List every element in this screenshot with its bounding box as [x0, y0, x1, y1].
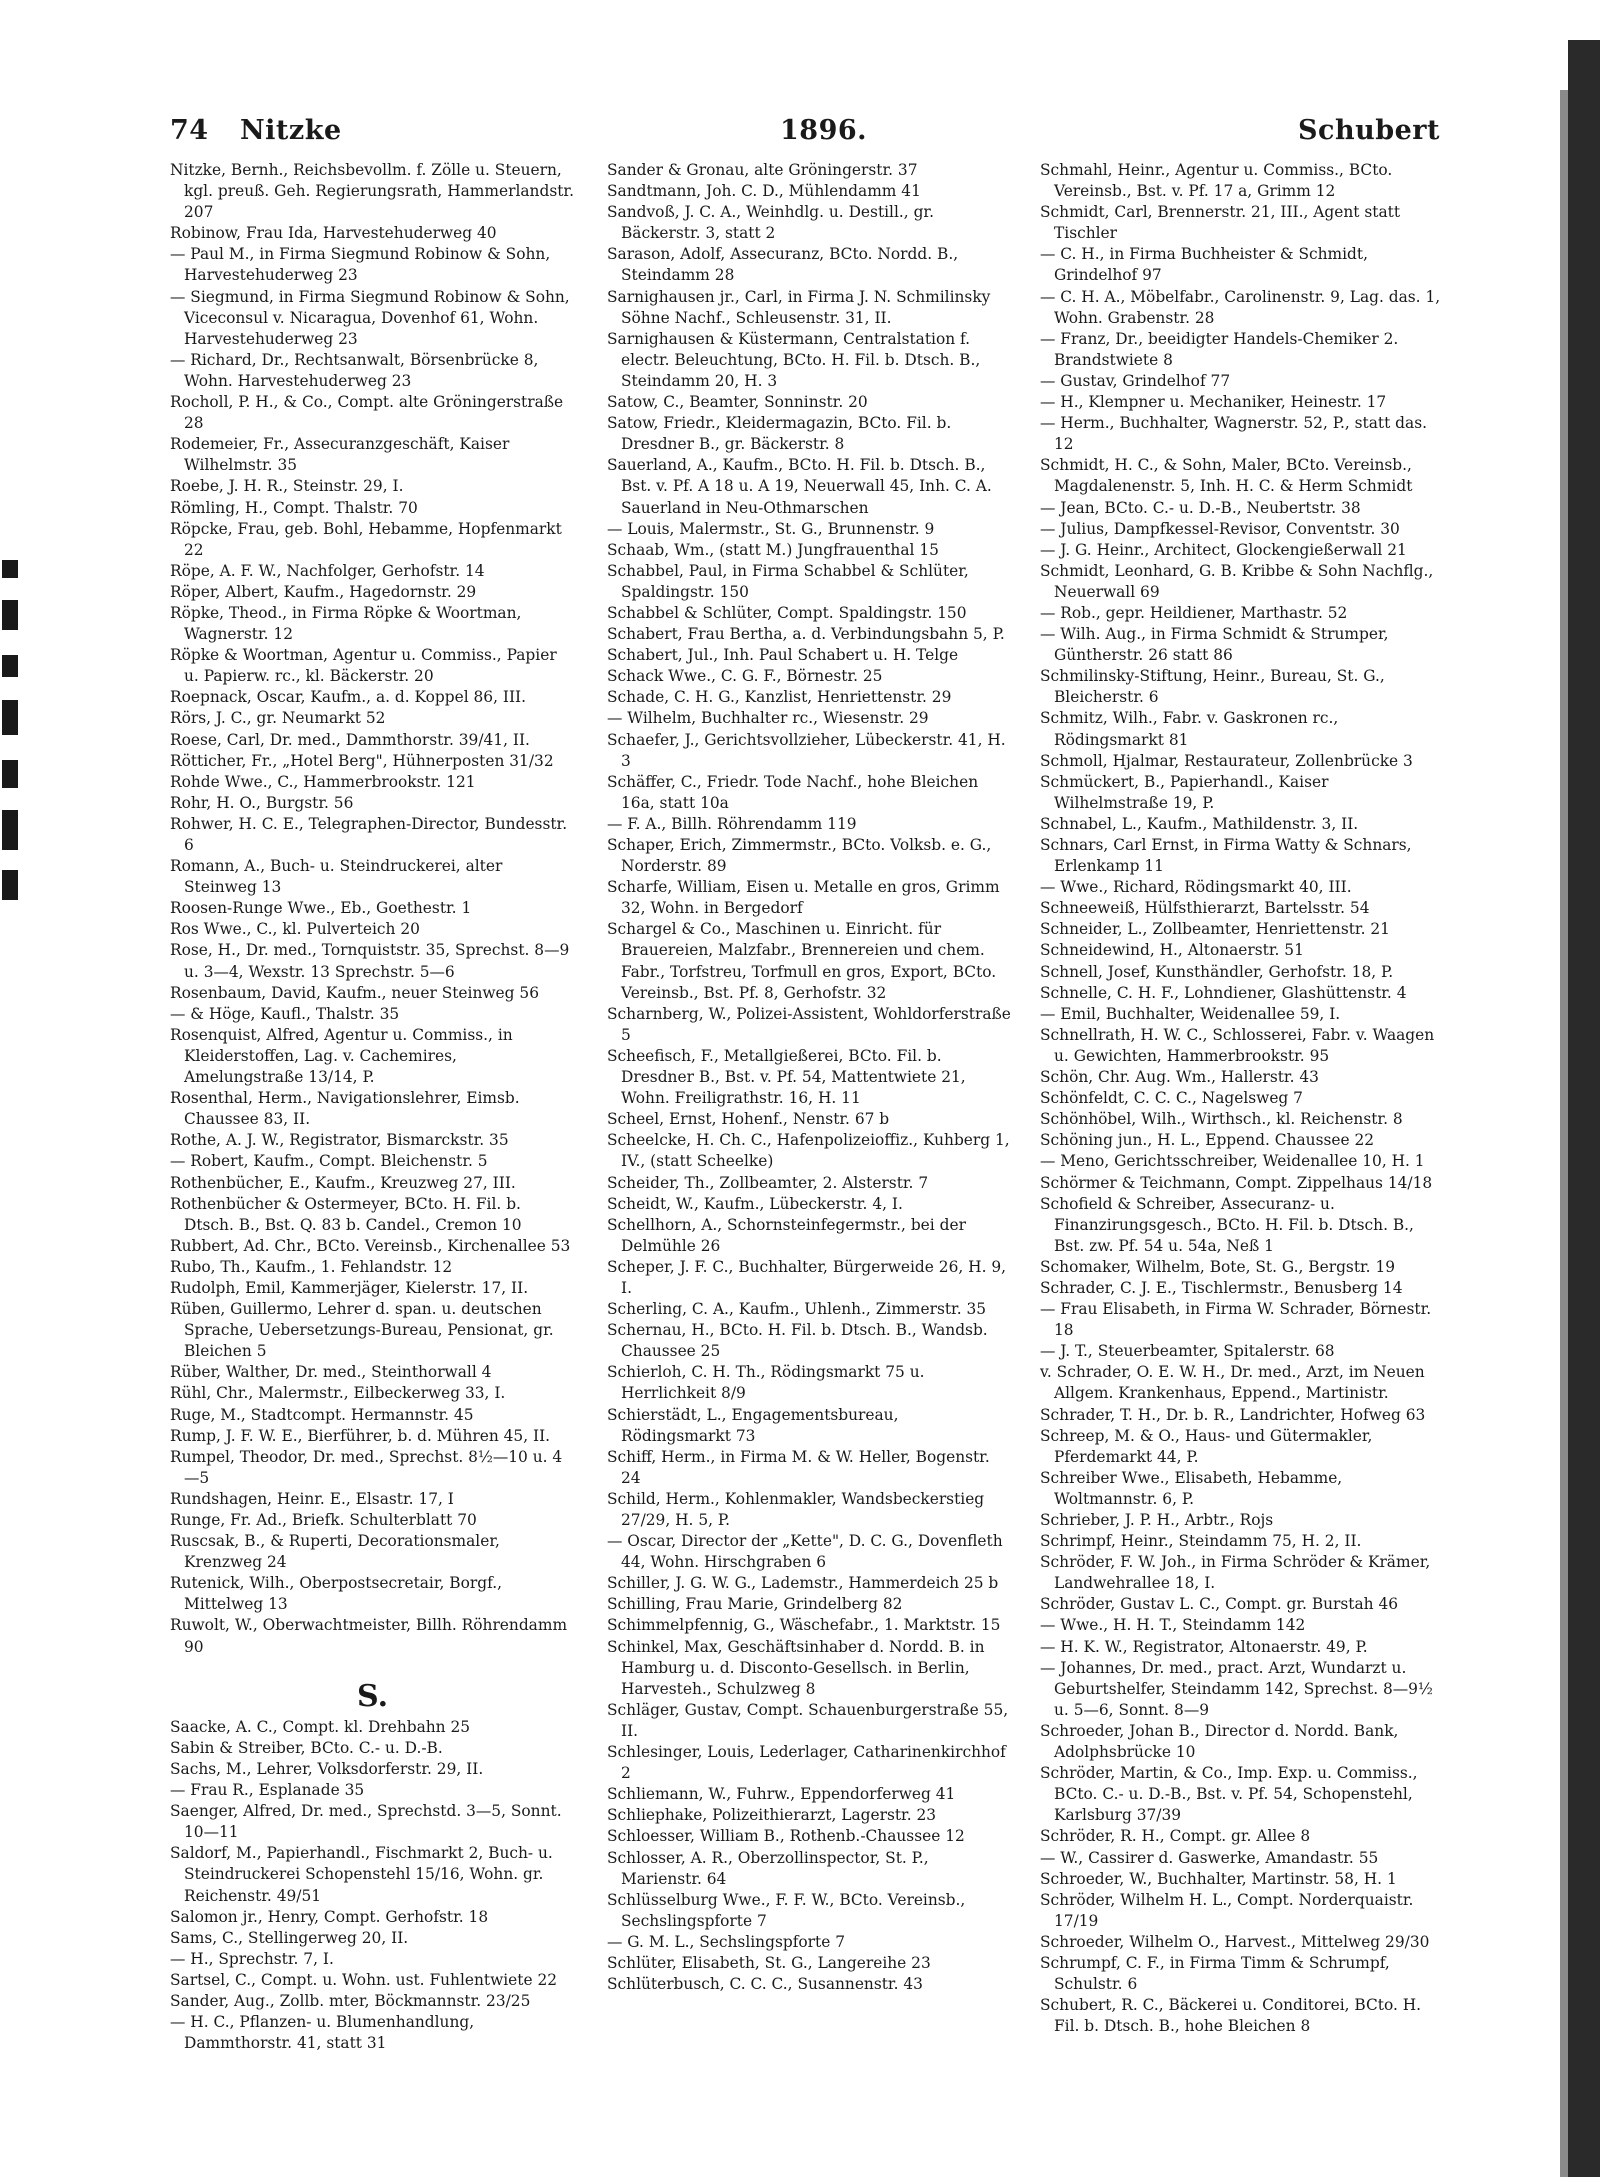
directory-entry: Schön, Chr. Aug. Wm., Hallerstr. 43: [1040, 1068, 1319, 1087]
directory-entry: Schmitz, Wilh., Fabr. v. Gaskronen rc., Rödingsmarkt 81: [1040, 709, 1339, 749]
directory-entry: Rump, J. F. W. E., Bierführer, b. d. Mühren 45, II.: [170, 1426, 551, 1445]
directory-entry: Schröder, Gustav L. C., Compt. gr. Burstah 46: [1040, 1595, 1399, 1614]
directory-entry: — Siegmund, in Firma Siegmund Robinow & Sohn, Viceconsul v. Nicaragua, Dovenhof 61, Wohn. Harvestehuderweg 23: [170, 287, 570, 348]
directory-entry: Nitzke, Bernh., Reichsbevollm. f. Zölle u. Steuern, kgl. preuß. Geh. Regierungsrath, Hammerlandstr. 207: [170, 161, 574, 222]
directory-entry: Schroeder, Johan B., Director d. Nordd. Bank, Adolphsbrücke 10: [1040, 1721, 1399, 1762]
directory-entry: Scheper, J. F. C., Buchhalter, Bürgerweide 26, H. 9, I.: [607, 1257, 1007, 1297]
directory-entry: Schimmelpfennig, G., Wäschefabr., 1. Marktstr. 15: [607, 1616, 1001, 1635]
directory-entry: — Meno, Gerichtsschreiber, Weidenallee 10, H. 1: [1040, 1152, 1425, 1171]
directory-entry: Rubo, Th., Kaufm., 1. Fehlandstr. 12: [170, 1257, 453, 1276]
directory-entry: Sarnighausen & Küstermann, Centralstation f. electr. Beleuchtung, BCto. H. Fil. b. Dtsch. B., Steindamm 20, H. 3: [607, 329, 981, 390]
page-number: 74: [170, 115, 209, 146]
directory-entry: — G. M. L., Sechslingspforte 7: [607, 1932, 845, 1951]
directory-entry: Schröder, F. W. Joh., in Firma Schröder & Krämer, Landwehrallee 18, I.: [1040, 1553, 1431, 1593]
directory-entry: Schierstädt, L., Engagementsbureau, Rödingsmarkt 73: [607, 1405, 899, 1445]
directory-entry: Schrimpf, Heinr., Steindamm 75, H. 2, II.: [1040, 1532, 1362, 1551]
directory-entry: Schmückert, B., Papierhandl., Kaiser Wilhelmstraße 19, P.: [1040, 772, 1329, 812]
directory-entry: Sachs, M., Lehrer, Volksdorferstr. 29, II.: [170, 1759, 484, 1778]
directory-entry: — J. G. Heinr., Architect, Glockengießerwall 21: [1040, 540, 1407, 559]
section-letter-heading: S.: [356, 1678, 389, 1714]
directory-entry: Scharfe, William, Eisen u. Metalle en gros, Grimm 32, Wohn. in Bergedorf: [607, 878, 1000, 918]
directory-entry: Schmilinsky-Stiftung, Heinr., Bureau, St. G., Bleicherstr. 6: [1040, 667, 1385, 707]
directory-entry: Schnabel, L., Kaufm., Mathildenstr. 3, II.: [1040, 814, 1359, 833]
directory-entry: — Rob., gepr. Heildiener, Marthastr. 52: [1040, 603, 1348, 622]
directory-entry: Rohde Wwe., C., Hammerbrookstr. 121: [170, 772, 476, 791]
directory-entry: Salomon jr., Henry, Compt. Gerhofstr. 18: [170, 1907, 489, 1926]
directory-entry: Schäffer, C., Friedr. Tode Nachf., hohe Bleichen 16a, statt 10a: [607, 772, 979, 812]
directory-entry: — C. H., in Firma Buchheister & Schmidt, Grindelhof 97: [1040, 245, 1368, 285]
directory-entry: Sander & Gronau, alte Gröningerstr. 37: [607, 161, 918, 179]
directory-entry: Schinkel, Max, Geschäftsinhaber d. Nordd. B. in Hamburg u. d. Disconto-Gesellsch. in Berlin, Harvesteh., Schulzweg 8: [607, 1637, 985, 1698]
directory-entry: Schrieber, J. P. H., Arbtr., Rojs: [1040, 1511, 1274, 1529]
directory-entry: Röpe, A. F. W., Nachfolger, Gerhofstr. 14: [170, 561, 485, 580]
directory-entry: Schneidewind, H., Altonaerstr. 51: [1040, 941, 1304, 960]
directory-entry: Roosen-Runge Wwe., Eb., Goethestr. 1: [170, 899, 472, 918]
directory-entry: Rohwer, H. C. E., Telegraphen-Director, Bundesstr. 6: [170, 814, 568, 854]
directory-entry: Robinow, Frau Ida, Harvestehuderweg 40: [170, 224, 497, 243]
directory-entry: Rothe, A. J. W., Registrator, Bismarckstr. 35: [170, 1131, 509, 1150]
header-left-catchword: Nitzke: [240, 115, 342, 146]
directory-entry: — Emil, Buchhalter, Weidenallee 59, I.: [1040, 1004, 1341, 1023]
directory-entry: Schläger, Gustav, Compt. Schauenburgerstraße 55, II.: [607, 1700, 1009, 1740]
directory-entry: — Paul M., in Firma Siegmund Robinow & Sohn, Harvestehuderweg 23: [170, 245, 551, 285]
directory-entry: Schneeweiß, Hülfsthierarzt, Bartelsstr. 54: [1040, 899, 1370, 918]
directory-entry: — Robert, Kaufm., Compt. Bleichenstr. 5: [170, 1152, 488, 1171]
directory-entry: Schack Wwe., C. G. F., Börnestr. 25: [607, 667, 883, 686]
directory-entry: Römling, H., Compt. Thalstr. 70: [170, 498, 418, 517]
directory-entry: Schabert, Jul., Inh. Paul Schabert u. H. Telge: [607, 646, 959, 665]
directory-entry: — W., Cassirer d. Gaswerke, Amandastr. 55: [1040, 1848, 1379, 1867]
directory-entry: Schlosser, A. R., Oberzollinspector, St. P., Marienstr. 64: [607, 1848, 929, 1888]
directory-entry: — Jean, BCto. C.- u. D.-B., Neubertstr. 38: [1040, 498, 1361, 517]
directory-entry: Schierloh, C. H. Th., Rödingsmarkt 75 u. Herrlichkeit 8/9: [607, 1363, 925, 1403]
directory-entry: Schröder, Martin, & Co., Imp. Exp. u. Commiss., BCto. C.- u. D.-B., Bst. v. Pf. 54, Schopenstehl, Karlsburg 37/39: [1040, 1764, 1418, 1825]
directory-entry: — Frau Elisabeth, in Firma W. Schrader, Börnestr. 18: [1040, 1300, 1432, 1340]
directory-entry: Rothenbücher, E., Kaufm., Kreuzweg 27, III.: [170, 1173, 516, 1192]
directory-entry: Sams, C., Stellingerweg 20, II.: [170, 1928, 409, 1947]
directory-entry: Rötticher, Fr., „Hotel Berg", Hühnerposten 31/32: [170, 751, 554, 770]
directory-entry: Sartsel, C., Compt. u. Wohn. ust. Fuhlentwiete 22: [170, 1970, 558, 1989]
directory-entry: Schellhorn, A., Schornsteinfegermstr., bei der Delmühle 26: [607, 1215, 966, 1255]
directory-entry: Scheelcke, H. Ch. C., Hafenpolizeioffiz., Kuhberg 1, IV., (statt Scheelke): [607, 1131, 1010, 1171]
directory-entry: Schroeder, W., Buchhalter, Martinstr. 58, H. 1: [1040, 1869, 1397, 1888]
directory-entry: Sauerland, A., Kaufm., BCto. H. Fil. b. Dtsch. B., Bst. v. Pf. A 18 u. A 19, Neuerwall 45, Inh. C. A. Sauerland in Neu-Othmarschen: [607, 456, 992, 517]
directory-entry: Schliephake, Polizeithierarzt, Lagerstr. 23: [607, 1806, 937, 1825]
directory-entry: Rubbert, Ad. Chr., BCto. Vereinsb., Kirchenallee 53: [170, 1236, 571, 1255]
directory-entry: Schabbel & Schlüter, Compt. Spaldingstr. 150: [607, 603, 967, 622]
directory-entry: Schnellrath, H. W. C., Schlosserei, Fabr. v. Waagen u. Gewichten, Hammerbrookstr. 95: [1040, 1025, 1435, 1065]
directory-entry: Schönfeldt, C. C. C., Nagelsweg 7: [1040, 1089, 1303, 1108]
directory-entry: — Oscar, Director der „Kette", D. C. G., Dovenfleth 44, Wohn. Hirschgraben 6: [607, 1532, 1003, 1572]
directory-entry: Schabert, Frau Bertha, a. d. Verbindungsbahn 5, P.: [607, 625, 1005, 644]
directory-entry: v. Schrader, O. E. W. H., Dr. med., Arzt, im Neuen Allgem. Krankenhaus, Eppend., Martinistr.: [1040, 1363, 1425, 1403]
directory-entry: Schmidt, H. C., & Sohn, Maler, BCto. Vereinsb., Magdalenenstr. 5, Inh. H. C. & Herm Schmidt: [1040, 456, 1413, 496]
directory-entry: Rodemeier, Fr., Assecuranzgeschäft, Kaiser Wilhelmstr. 35: [170, 435, 510, 475]
directory-entry: Schmidt, Carl, Brennerstr. 21, III., Agent statt Tischler: [1040, 203, 1401, 243]
directory-entry: — H., Sprechstr. 7, I.: [170, 1949, 334, 1968]
directory-entry: Runge, Fr. Ad., Briefk. Schulterblatt 70: [170, 1511, 477, 1529]
directory-entry: Scheidt, W., Kaufm., Lübeckerstr. 4, I.: [607, 1194, 903, 1213]
directory-entry: Schloesser, William B., Rothenb.-Chaussee 12: [607, 1827, 965, 1846]
directory-entry: Ros Wwe., C., kl. Pulverteich 20: [170, 920, 420, 939]
directory-entry: Schröder, Wilhelm H. L., Compt. Norderquaistr. 17/19: [1040, 1890, 1414, 1930]
directory-entry: — Louis, Malermstr., St. G., Brunnenstr. 9: [607, 519, 935, 538]
directory-entry: Röpcke, Frau, geb. Bohl, Hebamme, Hopfenmarkt 22: [170, 519, 562, 559]
directory-entry: Schmoll, Hjalmar, Restaurateur, Zollenbrücke 3: [1040, 751, 1413, 770]
directory-entry: Saacke, A. C., Compt. kl. Drehbahn 25: [170, 1717, 471, 1736]
directory-entry: Schlüterbusch, C. C. C., Susannenstr. 43: [607, 1975, 923, 1994]
directory-entry: Schlesinger, Louis, Lederlager, Catharinenkirchhof 2: [607, 1743, 1006, 1783]
directory-entry: Schmidt, Leonhard, G. B. Kribbe & Sohn Nachflg., Neuerwall 69: [1040, 561, 1434, 601]
column-3: [1040, 160, 1445, 2037]
directory-entry: Schomaker, Wilhelm, Bote, St. G., Bergstr. 19: [1040, 1257, 1396, 1276]
directory-entry: Schabbel, Paul, in Firma Schabbel & Schlüter, Spaldingstr. 150: [607, 561, 969, 601]
directory-entry: Schroeder, Wilhelm O., Harvest., Mittelweg 29/30: [1040, 1932, 1430, 1951]
directory-entry: Schild, Herm., Kohlenmakler, Wandsbeckerstieg 27/29, H. 5, P.: [607, 1489, 985, 1529]
directory-entry: — C. H. A., Möbelfabr., Carolinenstr. 9, Lag. das. 1, Wohn. Grabenstr. 28: [1040, 287, 1441, 327]
page-edge-shadow: [1568, 40, 1600, 2177]
directory-entry: Schnell, Josef, Kunsthändler, Gerhofstr. 18, P.: [1040, 962, 1394, 981]
directory-entry: Satow, Friedr., Kleidermagazin, BCto. Fil. b. Dresdner B., gr. Bäckerstr. 8: [607, 414, 952, 454]
directory-entry: Schreep, M. & O., Haus- und Gütermakler, Pferdemarkt 44, P.: [1040, 1426, 1373, 1466]
directory-entry: Rörs, J. C., gr. Neumarkt 52: [170, 709, 386, 728]
directory-entry: Schernau, H., BCto. H. Fil. b. Dtsch. B., Wandsb. Chaussee 25: [607, 1321, 988, 1361]
directory-entry: — Julius, Dampfkessel-Revisor, Conventstr. 30: [1040, 519, 1400, 538]
directory-entry: — Wwe., Richard, Rödingsmarkt 40, III.: [1040, 878, 1352, 897]
directory-entry: Schreiber Wwe., Elisabeth, Hebamme, Woltmannstr. 6, P.: [1040, 1468, 1343, 1508]
directory-entry: Schöning jun., H. L., Eppend. Chaussee 22: [1040, 1131, 1375, 1150]
directory-entry: Saldorf, M., Papierhandl., Fischmarkt 2, Buch- u. Steindruckerei Schopenstehl 15/16, Wohn. gr. Reichenstr. 49/51: [170, 1844, 553, 1905]
directory-entry: Schofield & Schreiber, Assecuranz- u. Finanzirungsgesch., BCto. H. Fil. b. Dtsch. B., Bst. zw. Pf. 54 u. 54a, Neß 1: [1040, 1194, 1414, 1255]
directory-entry: Rothenbücher & Ostermeyer, BCto. H. Fil. b. Dtsch. B., Bst. Q. 83 b. Candel., Cremon 10: [170, 1194, 522, 1234]
directory-entry: — Franz, Dr., beeidigter Handels-Chemiker 2. Brandstwiete 8: [1040, 329, 1399, 369]
directory-entry: Sandvoß, J. C. A., Weinhdlg. u. Destill., gr. Bäckerstr. 3, statt 2: [607, 203, 934, 243]
directory-entry: Scheefisch, F., Metallgießerei, BCto. Fil. b. Dresdner B., Bst. v. Pf. 54, Mattentwiete 21, Wohn. Freiligrathstr. 16, H. 11: [607, 1046, 966, 1108]
directory-entry: Scheider, Th., Zollbeamter, 2. Alsterstr. 7: [607, 1173, 929, 1192]
directory-entry: — Johannes, Dr. med., pract. Arzt, Wundarzt u. Geburtshelfer, Steindamm 142, Sprechst. 8—9½ u. 5—6, Sonnt. 8—9: [1040, 1658, 1433, 1719]
directory-entry: Schrader, T. H., Dr. b. R., Landrichter, Hofweg 63: [1040, 1405, 1426, 1424]
directory-entry: Scharnberg, W., Polizei-Assistent, Wohldorferstraße 5: [607, 1004, 1011, 1044]
directory-entry: — Wwe., H. H. T., Steindamm 142: [1040, 1616, 1306, 1635]
directory-entry: Rundshagen, Heinr. E., Elsastr. 17, I: [170, 1489, 454, 1508]
directory-entry: Schnars, Carl Ernst, in Firma Watty & Schnars, Erlenkamp 11: [1040, 836, 1412, 876]
directory-entry: Rüber, Walther, Dr. med., Steinthorwall 4: [170, 1363, 492, 1382]
directory-entry: Röpke & Woortman, Agentur u. Commiss., Papier u. Papierw. rc., kl. Bäckerstr. 20: [170, 646, 557, 686]
directory-entry: Schargel & Co., Maschinen u. Einricht. für Brauereien, Malzfabr., Brennereien und chem. Fabr., Torfstreu, Torfmull en gros, Export, BCto. Vereinsb., Bst. Pf. 8, Gerhofstr. 32: [607, 920, 997, 1002]
directory-entry: Sarason, Adolf, Assecuranz, BCto. Nordd. B., Steindamm 28: [607, 245, 959, 285]
directory-entry: — H. C., Pflanzen- u. Blumenhandlung, Dammthorstr. 41, statt 31: [170, 2013, 475, 2053]
directory-entry: Schilling, Frau Marie, Grindelberg 82: [607, 1595, 903, 1614]
directory-entry: Scheel, Ernst, Hohenf., Nenstr. 67 b: [607, 1110, 890, 1129]
directory-entry: — Frau R., Esplanade 35: [170, 1781, 365, 1800]
directory-entry: Rühl, Chr., Malermstr., Eilbeckerweg 33, I.: [170, 1384, 506, 1403]
directory-entry: Rumpel, Theodor, Dr. med., Sprechst. 8½—10 u. 4—5: [170, 1447, 563, 1487]
column-2: [607, 160, 1012, 1995]
header-right-catchword: Schubert: [1298, 115, 1440, 146]
directory-entry: Romann, A., Buch- u. Steindruckerei, alter Steinweg 13: [170, 857, 503, 897]
directory-entry: Schrumpf, C. F., in Firma Timm & Schrumpf, Schulstr. 6: [1040, 1953, 1390, 1994]
directory-entry: Roepnack, Oscar, Kaufm., a. d. Koppel 86, III.: [170, 688, 527, 707]
directory-entry: Rutenick, Wilh., Oberpostsecretair, Borgf., Mittelweg 13: [170, 1574, 503, 1614]
directory-entry: Schrader, C. J. E., Tischlermstr., Benusberg 14: [1040, 1278, 1403, 1297]
directory-entry: Rudolph, Emil, Kammerjäger, Kielerstr. 17, II.: [170, 1278, 529, 1297]
directory-entry: Ruwolt, W., Oberwachtmeister, Billh. Röhrendamm 90: [170, 1616, 568, 1656]
directory-entry: Ruscsak, B., & Ruperti, Decorationsmaler, Krenzweg 24: [170, 1532, 500, 1572]
directory-page: [170, 115, 1440, 2075]
directory-entry: — Richard, Dr., Rechtsanwalt, Börsenbrücke 8, Wohn. Harvestehuderweg 23: [170, 350, 539, 390]
header-year: 1896.: [780, 115, 868, 146]
directory-entry: Sabin & Streiber, BCto. C.- u. D.-B.: [170, 1738, 443, 1757]
directory-entry: — & Höge, Kaufl., Thalstr. 35: [170, 1004, 400, 1023]
directory-entry: Schmahl, Heinr., Agentur u. Commiss., BCto. Vereinsb., Bst. v. Pf. 17 a, Grimm 12: [1040, 161, 1393, 201]
directory-entry: Sarnighausen jr., Carl, in Firma J. N. Schmilinsky Söhne Nachf., Schleusenstr. 31, II.: [607, 287, 991, 327]
directory-entry: Schlüter, Elisabeth, St. G., Langereihe 23: [607, 1953, 931, 1972]
directory-entry: Ruge, M., Stadtcompt. Hermannstr. 45: [170, 1405, 474, 1424]
column-1: [170, 160, 575, 2054]
directory-entry: Rosenbaum, David, Kaufm., neuer Steinweg 56: [170, 983, 539, 1002]
directory-entry: — H., Klempner u. Mechaniker, Heinestr. 17: [1040, 393, 1387, 412]
directory-entry: Schiller, J. G. W. G., Lademstr., Hammerdeich 25 b: [607, 1574, 999, 1593]
directory-entry: — Wilhelm, Buchhalter rc., Wiesenstr. 29: [607, 709, 929, 728]
directory-entry: Rocholl, P. H., & Co., Compt. alte Gröningerstraße 28: [170, 393, 564, 433]
directory-entry: Schörmer & Teichmann, Compt. Zippelhaus 14/18: [1040, 1173, 1433, 1192]
directory-entry: Schubert, R. C., Bäckerei u. Conditorei, BCto. H. Fil. b. Dtsch. B., hohe Bleichen 8: [1040, 1996, 1422, 2036]
directory-entry: Röper, Albert, Kaufm., Hagedornstr. 29: [170, 582, 477, 601]
directory-entry: — F. A., Billh. Röhrendamm 119: [607, 814, 857, 833]
directory-entry: — Gustav, Grindelhof 77: [1040, 371, 1231, 390]
directory-entry: Schaper, Erich, Zimmermstr., BCto. Volksb. e. G., Norderstr. 89: [607, 836, 992, 876]
directory-entry: Schliemann, W., Fuhrw., Eppendorferweg 41: [607, 1785, 956, 1804]
directory-entry: Roese, Carl, Dr. med., Dammthorstr. 39/41, II.: [170, 730, 530, 749]
directory-entry: Satow, C., Beamter, Sonninstr. 20: [607, 393, 868, 412]
directory-entry: Schiff, Herm., in Firma M. & W. Heller, Bogenstr. 24: [607, 1447, 990, 1487]
directory-entry: Rüben, Guillermo, Lehrer d. span. u. deutschen Sprache, Uebersetzungs-Bureau, Pensionat, gr. Bleichen 5: [170, 1300, 554, 1361]
directory-entry: Schnelle, C. H. F., Lohndiener, Glashüttenstr. 4: [1040, 983, 1407, 1002]
directory-entry: — J. T., Steuerbeamter, Spitalerstr. 68: [1040, 1342, 1335, 1361]
directory-entry: Schneider, L., Zollbeamter, Henriettenstr. 21: [1040, 920, 1390, 939]
directory-entry: Rosenthal, Herm., Navigationslehrer, Eimsb. Chaussee 83, II.: [170, 1089, 520, 1129]
directory-entry: Saenger, Alfred, Dr. med., Sprechstd. 3—5, Sonnt. 10—11: [170, 1802, 562, 1842]
directory-entry: — Herm., Buchhalter, Wagnerstr. 52, P., statt das. 12: [1040, 414, 1427, 454]
directory-entry: Rohr, H. O., Burgstr. 56: [170, 793, 354, 812]
left-margin-marks: [0, 560, 22, 920]
page-header: [170, 115, 1440, 155]
directory-entry: Schade, C. H. G., Kanzlist, Henriettenstr. 29: [607, 688, 952, 707]
page-edge-fold: [1560, 90, 1568, 2177]
directory-entry: Schönhöbel, Wilh., Wirthsch., kl. Reichenstr. 8: [1040, 1110, 1403, 1129]
directory-entry: Schaefer, J., Gerichtsvollzieher, Lübeckerstr. 41, H. 3: [607, 730, 1006, 770]
directory-entry: Schlüsselburg Wwe., F. F. W., BCto. Vereinsb., Sechslingspforte 7: [607, 1890, 966, 1930]
directory-entry: — Wilh. Aug., in Firma Schmidt & Strumper, Güntherstr. 26 statt 86: [1040, 625, 1389, 665]
directory-entry: Schaab, Wm., (statt M.) Jungfrauenthal 15: [607, 540, 939, 559]
directory-entry: Röpke, Theod., in Firma Röpke & Woortman, Wagnerstr. 12: [170, 603, 522, 644]
directory-entry: Schröder, R. H., Compt. gr. Allee 8: [1040, 1827, 1311, 1846]
directory-entry: Rosenquist, Alfred, Agentur u. Commiss., in Kleiderstoffen, Lag. v. Cachemires, Amelungstraße 13/14, P.: [170, 1025, 513, 1087]
directory-entry: Sander, Aug., Zollb. mter, Böckmannstr. 23/25: [170, 1991, 531, 2010]
directory-entry: Sandtmann, Joh. C. D., Mühlendamm 41: [607, 182, 921, 201]
directory-entry: Scherling, C. A., Kaufm., Uhlenh., Zimmerstr. 35: [607, 1300, 987, 1319]
directory-entry: Roebe, J. H. R., Steinstr. 29, I.: [170, 477, 404, 496]
directory-entry: Rose, H., Dr. med., Tornquiststr. 35, Sprechst. 8—9 u. 3—4, Wexstr. 13 Sprechstr. 5—6: [170, 941, 570, 981]
directory-entry: — H. K. W., Registrator, Altonaerstr. 49, P.: [1040, 1637, 1368, 1656]
